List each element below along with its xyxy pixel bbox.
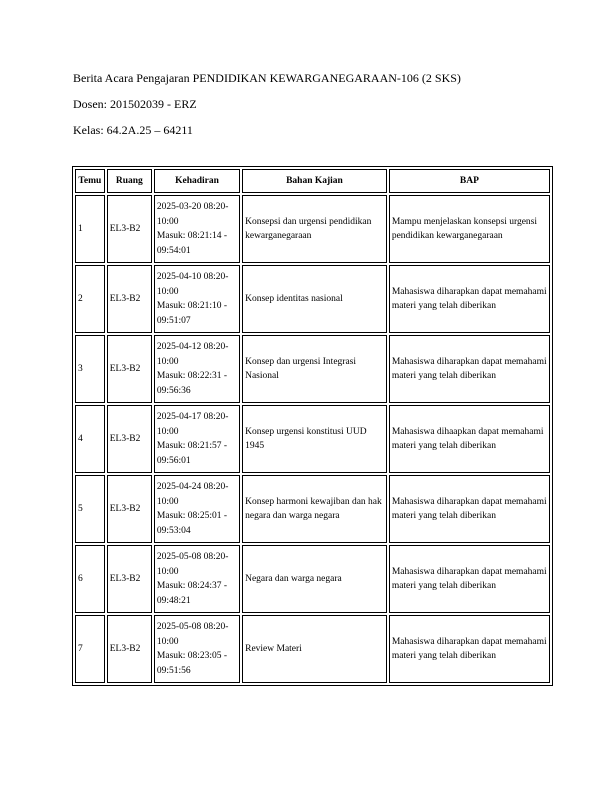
cell-ruang: EL3-B2 xyxy=(107,265,152,333)
kehadiran-line: Masuk: 08:22:31 - xyxy=(156,371,228,381)
cell-bahan-kajian: Konsep urgensi konstitusi UUD 1945 xyxy=(242,405,387,473)
kehadiran-line: 09:56:36 xyxy=(156,385,191,396)
class-line: Kelas: 64.2A.25 – 64211 xyxy=(73,123,193,137)
kehadiran-line: 09:53:04 xyxy=(156,525,191,536)
kehadiran-line: Masuk: 08:21:14 - xyxy=(156,231,228,241)
teaching-log-table xyxy=(72,166,553,686)
cell-temu: 3 xyxy=(75,335,105,403)
cell-ruang: EL3-B2 xyxy=(107,405,152,473)
cell-kehadiran xyxy=(154,475,240,543)
cell-temu: 6 xyxy=(75,545,105,613)
kehadiran-line: 10:00 xyxy=(156,356,179,367)
cell-kehadiran xyxy=(154,615,240,683)
column-header-temu: Temu xyxy=(75,169,105,193)
table-row xyxy=(75,335,550,403)
kehadiran-line: Masuk: 08:21:57 - xyxy=(156,441,228,451)
kehadiran-line: 09:54:01 xyxy=(156,245,191,256)
table-row xyxy=(75,265,550,333)
kehadiran-line: 10:00 xyxy=(156,636,179,647)
kehadiran-line: Masuk: 08:21:10 - xyxy=(156,301,228,311)
kehadiran-line: 10:00 xyxy=(156,286,179,297)
cell-bahan-kajian: Konsep dan urgensi Integrasi Nasional xyxy=(242,335,387,403)
cell-ruang: EL3-B2 xyxy=(107,335,152,403)
cell-ruang: EL3-B2 xyxy=(107,195,152,263)
kehadiran-line: 10:00 xyxy=(156,566,179,577)
cell-bap: Mahasiswa dihaapkan dapat memahami materi yang telah diberikan xyxy=(389,405,550,473)
kehadiran-line: 10:00 xyxy=(156,496,179,507)
lecturer-line: Dosen: 201502039 - ERZ xyxy=(73,97,197,111)
kehadiran-line: 2025-04-24 08:20- xyxy=(156,482,229,492)
cell-bahan-kajian: Negara dan warga negara xyxy=(242,545,387,613)
kehadiran-line: Masuk: 08:25:01 - xyxy=(156,511,228,521)
kehadiran-line: 2025-04-12 08:20- xyxy=(156,342,229,352)
kehadiran-line: 09:51:56 xyxy=(156,665,191,676)
cell-ruang: EL3-B2 xyxy=(107,545,152,613)
kehadiran-line: Masuk: 08:24:37 - xyxy=(156,581,228,591)
cell-bap: Mahasiswa diharapkan dapat memahami materi yang telah diberikan xyxy=(389,475,550,543)
cell-kehadiran xyxy=(154,335,240,403)
table-header-row xyxy=(75,169,550,193)
cell-temu: 4 xyxy=(75,405,105,473)
cell-bahan-kajian: Konsep harmoni kewajiban dan hak negara dan warga negara xyxy=(242,475,387,543)
table-row xyxy=(75,475,550,543)
kehadiran-line: 09:48:21 xyxy=(156,595,191,606)
cell-kehadiran xyxy=(154,545,240,613)
cell-bahan-kajian: Review Materi xyxy=(242,615,387,683)
kehadiran-line: 10:00 xyxy=(156,426,179,437)
table-row xyxy=(75,195,550,263)
cell-kehadiran xyxy=(154,265,240,333)
kehadiran-line: 09:51:07 xyxy=(156,315,191,326)
cell-bap: Mahasiswa diharapkan dapat memahami materi yang telah diberikan xyxy=(389,545,550,613)
cell-bap: Mahasiswa diharapkan dapat memahami materi yang telah diberikan xyxy=(389,265,550,333)
column-header-kehadiran: Kehadiran xyxy=(154,169,240,193)
kehadiran-line: Masuk: 08:23:05 - xyxy=(156,651,228,661)
column-header-ruang: Ruang xyxy=(107,169,152,193)
table-row xyxy=(75,545,550,613)
document-title: Berita Acara Pengajaran PENDIDIKAN KEWARGANEGARAAN-106 (2 SKS) xyxy=(73,71,461,85)
cell-ruang: EL3-B2 xyxy=(107,475,152,543)
cell-temu: 1 xyxy=(75,195,105,263)
cell-ruang: EL3-B2 xyxy=(107,615,152,683)
cell-temu: 7 xyxy=(75,615,105,683)
cell-kehadiran xyxy=(154,195,240,263)
cell-bap: Mampu menjelaskan konsepsi urgensi pendidikan kewarganegaraan xyxy=(389,195,550,263)
cell-bap: Mahasiswa diharapkan dapat memahami materi yang telah diberikan xyxy=(389,615,550,683)
kehadiran-line: 2025-05-08 08:20- xyxy=(156,622,229,632)
column-header-bap: BAP xyxy=(389,169,550,193)
table-row xyxy=(75,405,550,473)
kehadiran-line: 09:56:01 xyxy=(156,455,191,466)
cell-bahan-kajian: Konsepsi dan urgensi pendidikan kewarganegaraan xyxy=(242,195,387,263)
cell-temu: 2 xyxy=(75,265,105,333)
kehadiran-line: 2025-03-20 08:20- xyxy=(156,202,229,212)
cell-kehadiran xyxy=(154,405,240,473)
cell-bap: Mahasiswa diharapkan dapat memahami materi yang telah diberikan xyxy=(389,335,550,403)
kehadiran-line: 10:00 xyxy=(156,216,179,227)
table-row xyxy=(75,615,550,683)
kehadiran-line: 2025-04-10 08:20- xyxy=(156,272,229,282)
kehadiran-line: 2025-05-08 08:20- xyxy=(156,552,229,562)
cell-bahan-kajian: Konsep identitas nasional xyxy=(242,265,387,333)
column-header-bahan-kajian: Bahan Kajian xyxy=(242,169,387,193)
cell-temu: 5 xyxy=(75,475,105,543)
kehadiran-line: 2025-04-17 08:20- xyxy=(156,412,229,422)
